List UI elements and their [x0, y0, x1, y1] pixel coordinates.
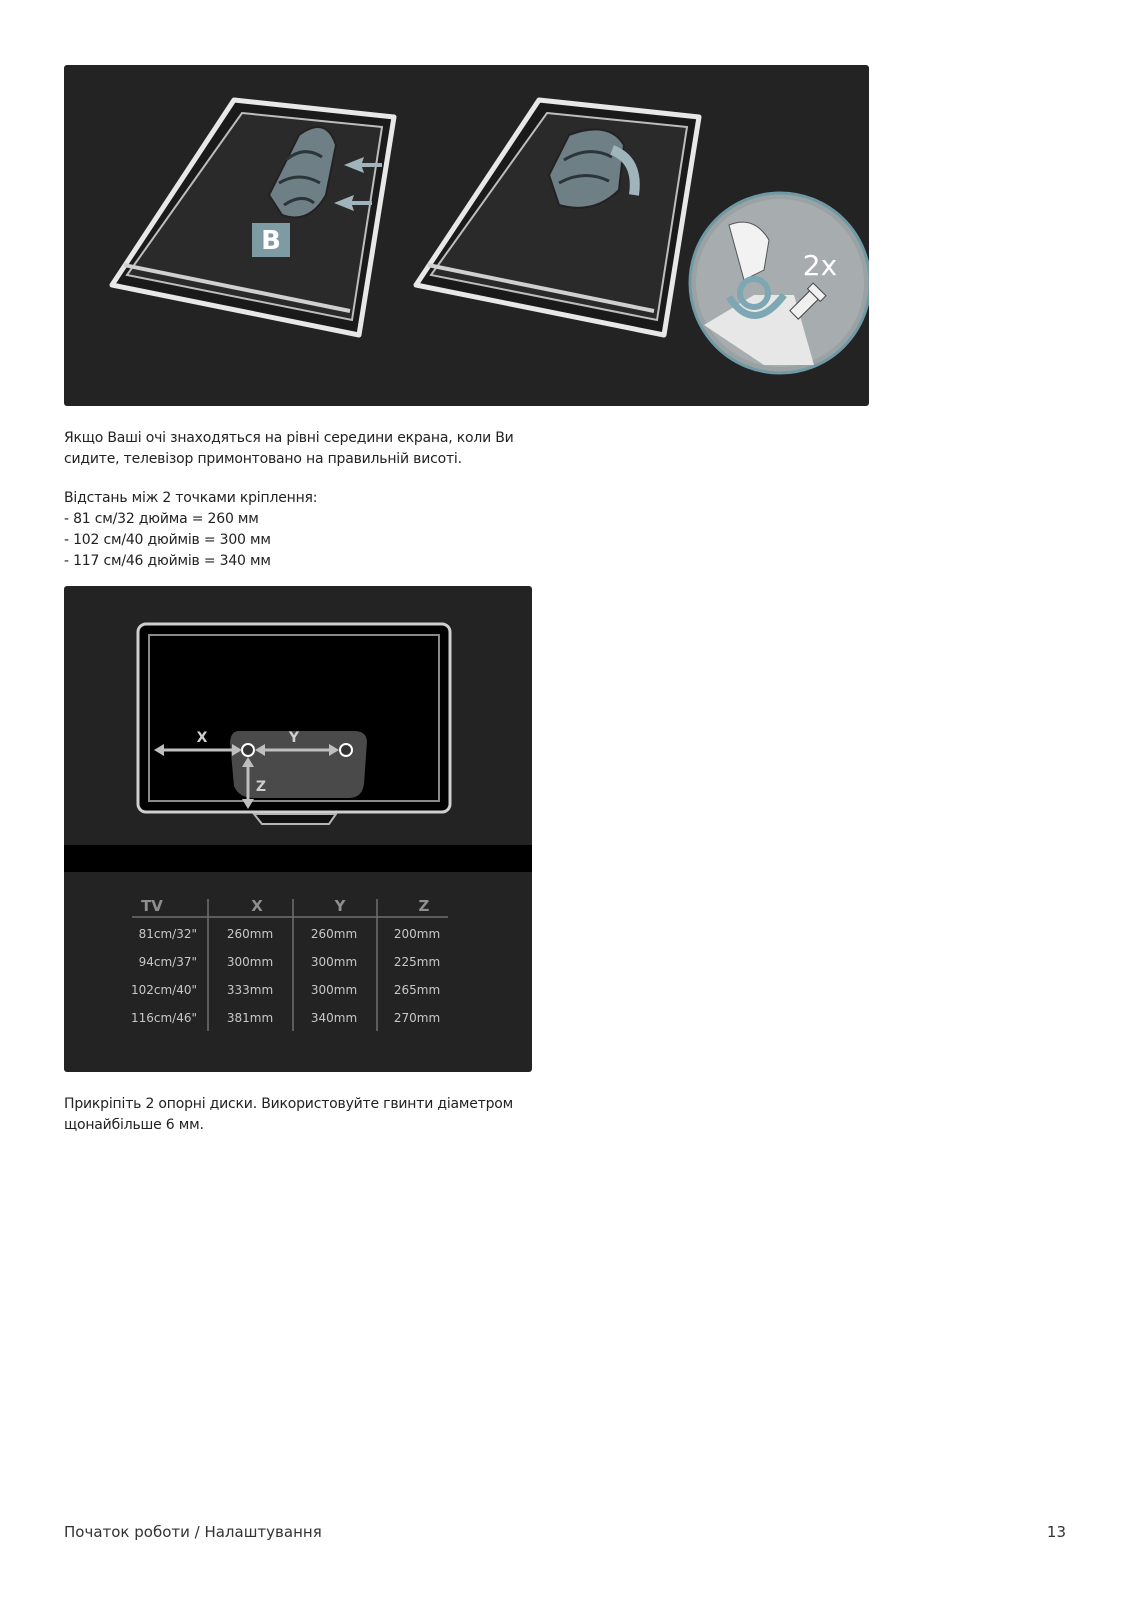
text-line: Якщо Ваші очі знаходяться на рівні середини екрана, коли Ви [64, 430, 514, 446]
table-cell: 200mm [393, 927, 441, 941]
table-cell: 94cm/37" [138, 955, 197, 969]
text-line: Прикріпіть 2 опорні диски. Використовуйте гвинти діаметром [64, 1096, 514, 1112]
mounting-distance-paragraph [64, 488, 534, 572]
text-line: щонайбільше 6 мм. [64, 1117, 204, 1133]
page-number: 13 [1046, 1523, 1066, 1541]
table-cell: 381mm [226, 1011, 274, 1025]
table-header-z: Z [418, 897, 430, 915]
table-header-x: X [251, 897, 263, 915]
text-line: - 117 см/46 дюймів = 340 мм [64, 553, 271, 569]
stand-mounting-illustration [64, 65, 869, 406]
table-cell: 300mm [226, 955, 274, 969]
table-cell: 102cm/40" [130, 983, 197, 997]
mount-dimensions-table [131, 897, 448, 1031]
tv-back-right [416, 100, 699, 335]
mount-hole-right [340, 744, 352, 756]
footer-section-title: Початок роботи / Налаштування [64, 1523, 322, 1541]
table-cell: 116cm/46" [130, 1011, 197, 1025]
table-cell: 340mm [310, 1011, 358, 1025]
table-cell: 260mm [226, 927, 274, 941]
table-cell: 333mm [226, 983, 274, 997]
screw-detail [690, 193, 869, 373]
table-cell: 265mm [393, 983, 441, 997]
mount-hole-left [242, 744, 254, 756]
table-cell: 225mm [393, 955, 441, 969]
divider-band [64, 845, 532, 872]
label-b-badge [252, 223, 290, 257]
eye-level-paragraph [64, 428, 534, 470]
wall-mount-diagram [64, 586, 532, 1072]
table-cell: 300mm [310, 983, 358, 997]
table-cell: 81cm/32" [138, 927, 197, 941]
attach-discs-paragraph [64, 1094, 534, 1136]
text-line: - 81 см/32 дюйма = 260 мм [64, 511, 259, 527]
label-2x: 2x [802, 249, 838, 282]
wall-mount-drawing [64, 586, 532, 1072]
label-b: B [261, 226, 281, 256]
z-label: Z [255, 779, 267, 795]
x-label: X [196, 730, 208, 746]
text-line: Відстань між 2 точками кріплення: [64, 490, 318, 506]
text-line: - 102 см/40 дюймів = 300 мм [64, 532, 271, 548]
table-cell: 270mm [393, 1011, 441, 1025]
y-label: Y [288, 730, 300, 746]
table-header-tv: TV [141, 897, 163, 915]
table-cell: 260mm [310, 927, 358, 941]
stand-mounting-drawing [64, 65, 869, 406]
tv-back-left [112, 100, 394, 335]
text-line: сидите, телевізор примонтовано на правильній висоті. [64, 451, 462, 467]
table-cell: 300mm [310, 955, 358, 969]
table-header-y: Y [334, 897, 346, 915]
